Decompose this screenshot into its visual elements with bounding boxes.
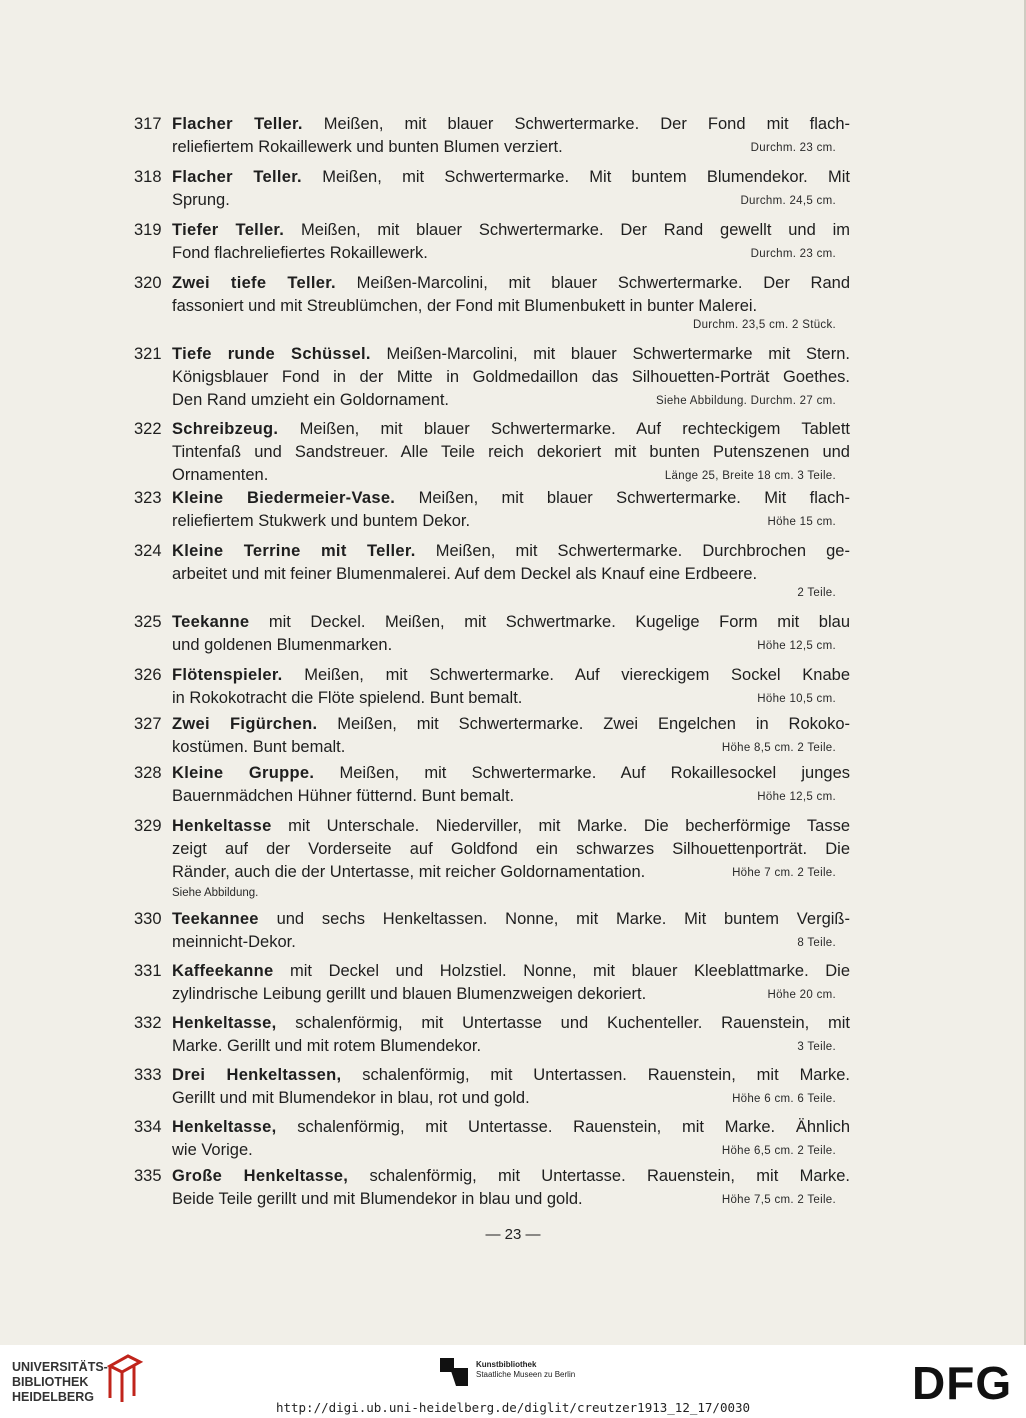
entry-line xyxy=(134,1012,850,1035)
dfg-logo[interactable]: DFG xyxy=(912,1357,1013,1409)
kb-title: Kunstbibliothek xyxy=(476,1360,537,1369)
entry-line xyxy=(134,611,850,634)
entry-line xyxy=(134,762,850,785)
kunstbibliothek-text[interactable] xyxy=(476,1360,575,1380)
entry-title: Kleine Gruppe. xyxy=(172,764,315,782)
entry-line xyxy=(134,242,850,265)
entry-measurement: 3 Teile. xyxy=(797,1041,836,1053)
catalog-entry xyxy=(134,1116,850,1162)
entry-text: Große Henkeltasse, schalenförmig, mit Untertasse. Rauenstein, mit Marke. xyxy=(172,1167,850,1185)
entry-line xyxy=(134,563,850,586)
entry-measurement: Höhe 8,5 cm. 2 Teile. xyxy=(721,742,836,754)
entry-line xyxy=(134,487,850,510)
source-url[interactable]: http://digi.ub.uni-heidelberg.de/diglit/creutzer1913_12_17/0030 xyxy=(275,1400,751,1415)
catalog-entry xyxy=(134,1064,850,1110)
entry-line xyxy=(134,983,850,1006)
entry-text: Kleine Biedermeier-Vase. Meißen, mit blauer Schwertermarke. Mit flach- xyxy=(172,489,850,507)
entry-title: Zwei tiefe Teller. xyxy=(172,274,336,292)
page-number: — 23 — xyxy=(485,1226,541,1243)
entry-line xyxy=(134,634,850,657)
entry-text: Henkeltasse, schalenförmig, mit Untertasse. Rauenstein, mit Marke. Ähnlich xyxy=(172,1118,850,1136)
entry-title: Flötenspieler. xyxy=(172,666,283,684)
entry-line xyxy=(134,1035,850,1058)
entry-line xyxy=(134,1087,850,1110)
entry-text: Tiefer Teller. Meißen, mit blauer Schwertermarke. Der Rand gewellt und im xyxy=(172,221,850,239)
entry-text: Fond flachreliefiertes Rokaillewerk. xyxy=(172,244,428,262)
entry-text: in Rokokotracht die Flöte spielend. Bunt bemalt. xyxy=(172,689,523,707)
entry-text: Kaffeekanne mit Deckel und Holzstiel. Nonne, mit blauer Kleeblattmarke. Die xyxy=(172,962,850,980)
entry-text: Tintenfaß und Sandstreuer. Alle Teile reich dekoriert mit bunten Putenszenen und xyxy=(172,443,850,461)
entry-title: Drei Henkeltassen, xyxy=(172,1066,342,1084)
entry-line xyxy=(134,785,850,808)
entry-measurement: Höhe 20 cm. xyxy=(767,989,836,1001)
entry-measurement: Höhe 15 cm. xyxy=(767,516,836,528)
catalog-entry xyxy=(134,540,850,606)
entry-text: Kleine Terrine mit Teller. Meißen, mit Schwertermarke. Durchbrochen ge- xyxy=(172,542,850,560)
entry-title: Kleine Terrine mit Teller. xyxy=(172,542,416,560)
entry-text: reliefiertem Rokaillewerk und bunten Blumen verziert. xyxy=(172,138,563,156)
entry-number: 332 xyxy=(134,1014,162,1032)
entry-number: 326 xyxy=(134,666,162,684)
entry-line xyxy=(134,1064,850,1087)
entry-line xyxy=(134,343,850,366)
entry-line xyxy=(134,861,850,884)
entry-text: zeigt auf der Vorderseite auf Goldfond ein schwarzes Silhouettenporträt. Die xyxy=(172,840,850,858)
entry-text: wie Vorige. xyxy=(172,1141,253,1159)
entry-number: 320 xyxy=(134,274,162,292)
entry-line xyxy=(134,113,850,136)
entry-number: 324 xyxy=(134,542,162,560)
entry-text: reliefiertem Stukwerk und buntem Dekor. xyxy=(172,512,471,530)
entry-number: 335 xyxy=(134,1167,162,1185)
entry-measurement: Durchm. 24,5 cm. xyxy=(740,195,836,207)
entry-text: Tiefe runde Schüssel. Meißen-Marcolini, mit blauer Schwertermarke mit Stern. xyxy=(172,345,850,363)
catalog-entry xyxy=(134,960,850,1006)
entry-measurement: Durchm. 23 cm. xyxy=(750,142,836,154)
entry-line xyxy=(134,272,850,295)
entry-text: Schreibzeug. Meißen, mit blauer Schwertermarke. Auf rechteckigem Tablett xyxy=(172,420,850,438)
entry-text: Henkeltasse mit Unterschale. Niederviller, mit Marke. Die becherförmige Tasse xyxy=(172,817,850,835)
entry-title: Schreibzeug. xyxy=(172,420,279,438)
catalog-entry xyxy=(134,908,850,954)
entry-line xyxy=(134,366,850,389)
entry-line xyxy=(134,136,850,159)
entry-text: arbeitet und mit feiner Blumenmalerei. Auf dem Deckel als Knauf eine Erdbeere. xyxy=(172,565,758,583)
entry-title: Tiefe runde Schüssel. xyxy=(172,345,371,363)
ub-line: UNIVERSITÄTS- xyxy=(12,1360,108,1374)
entry-text: Henkeltasse, schalenförmig, mit Untertasse und Kuchenteller. Rauenstein, mit xyxy=(172,1014,850,1032)
entry-measurement: Höhe 7,5 cm. 2 Teile. xyxy=(721,1194,836,1206)
entry-measurement: Länge 25, Breite 18 cm. 3 Teile. xyxy=(664,470,836,482)
entry-title: Flacher Teller. xyxy=(172,168,302,186)
entry-number: 330 xyxy=(134,910,162,928)
entry-text: und goldenen Blumenmarken. xyxy=(172,636,393,654)
entry-text: Zwei tiefe Teller. Meißen-Marcolini, mit blauer Schwertermarke. Der Rand xyxy=(172,274,851,292)
entry-title: Tiefer Teller. xyxy=(172,221,285,239)
entry-note: Siehe Abbildung. xyxy=(172,887,259,899)
entry-text: meinnicht-Dekor. xyxy=(172,933,296,951)
entry-title: Teekanne xyxy=(172,613,250,631)
entry-measurement: 8 Teile. xyxy=(797,937,836,949)
entry-measurement: Höhe 10,5 cm. xyxy=(757,693,836,705)
entry-text: Kleine Gruppe. Meißen, mit Schwertermarke. Auf Rokaillesockel junges xyxy=(172,764,850,782)
entry-number: 325 xyxy=(134,613,162,631)
entry-line xyxy=(134,418,850,441)
entry-line xyxy=(134,815,850,838)
entry-number: 317 xyxy=(134,115,162,133)
entry-text: Königsblauer Fond in der Mitte in Goldmedaillon das Silhouetten-Porträt Goethes. xyxy=(172,368,850,386)
entry-measurement: Höhe 6,5 cm. 2 Teile. xyxy=(721,1145,836,1157)
entry-number: 323 xyxy=(134,489,162,507)
entry-title: Kaffeekanne xyxy=(172,962,274,980)
entry-line xyxy=(134,1116,850,1139)
catalog-entry xyxy=(134,219,850,265)
entry-number: 334 xyxy=(134,1118,162,1136)
catalog-entry xyxy=(134,418,850,487)
entry-measurement: Höhe 7 cm. 2 Teile. xyxy=(732,867,836,879)
catalog-entry xyxy=(134,487,850,533)
entry-title: Flacher Teller. xyxy=(172,115,303,133)
entry-measurement: 2 Teile. xyxy=(797,587,836,599)
entry-number: 331 xyxy=(134,962,162,980)
entry-text: kostümen. Bunt bemalt. xyxy=(172,738,346,756)
entry-text: zylindrische Leibung gerillt und blauen Blumenzweigen dekoriert. xyxy=(172,985,647,1003)
kunstbibliothek-logo-icon[interactable] xyxy=(440,1358,470,1388)
entry-line xyxy=(134,960,850,983)
entry-line xyxy=(134,687,850,710)
kb-subtitle: Staatliche Museen zu Berlin xyxy=(476,1370,576,1379)
entry-line xyxy=(134,931,850,954)
entry-text: Teekanne mit Deckel. Meißen, mit Schwertmarke. Kugelige Form mit blau xyxy=(172,613,850,631)
entry-number: 329 xyxy=(134,817,162,835)
entry-text: Ornamenten. xyxy=(172,466,269,484)
entry-text: Sprung. xyxy=(172,191,230,209)
catalog-entry xyxy=(134,343,850,412)
entry-measurement: Höhe 12,5 cm. xyxy=(757,640,836,652)
catalog-entry xyxy=(134,815,850,902)
entry-number: 328 xyxy=(134,764,162,782)
ub-heidelberg-logo-icon[interactable] xyxy=(104,1352,144,1404)
entry-line xyxy=(134,664,850,687)
entry-line xyxy=(134,189,850,212)
entry-measurement: Siehe Abbildung. Durchm. 27 cm. xyxy=(656,395,836,407)
catalog-entry xyxy=(134,762,850,808)
entry-number: 333 xyxy=(134,1066,162,1084)
entry-text: Marke. Gerillt und mit rotem Blumendekor. xyxy=(172,1037,482,1055)
entry-line xyxy=(134,540,850,563)
ub-heidelberg-text[interactable] xyxy=(12,1360,108,1405)
catalog-entry xyxy=(134,713,850,759)
catalog-entry xyxy=(134,166,850,212)
entry-text: fassoniert und mit Streublümchen, der Fond mit Blumenbukett in bunter Malerei. xyxy=(172,297,758,315)
entry-title: Henkeltasse, xyxy=(172,1118,277,1136)
entry-text: Gerillt und mit Blumendekor in blau, rot und gold. xyxy=(172,1089,530,1107)
entry-title: Zwei Figürchen. xyxy=(172,715,318,733)
entry-measurement: Durchm. 23,5 cm. 2 Stück. xyxy=(693,319,836,331)
entry-text: Den Rand umzieht ein Goldornament. xyxy=(172,391,449,409)
entry-number: 318 xyxy=(134,168,162,186)
catalog-entry xyxy=(134,664,850,710)
entry-line xyxy=(134,1188,850,1211)
entry-line xyxy=(134,441,850,464)
entry-measurement: Durchm. 23 cm. xyxy=(750,248,836,260)
entry-line xyxy=(134,736,850,759)
entry-line xyxy=(134,838,850,861)
catalog-entry xyxy=(134,272,850,338)
entry-line xyxy=(134,389,850,412)
entry-line xyxy=(134,713,850,736)
entry-text: Bauernmädchen Hühner fütternd. Bunt bemalt. xyxy=(172,787,515,805)
catalog-entry xyxy=(134,611,850,657)
entry-number: 319 xyxy=(134,221,162,239)
entry-line xyxy=(134,219,850,242)
catalog-entry xyxy=(134,1165,850,1211)
entry-text: Flacher Teller. Meißen, mit blauer Schwertermarke. Der Fond mit flach- xyxy=(172,115,850,133)
entry-measurement: Höhe 6 cm. 6 Teile. xyxy=(732,1093,836,1105)
entry-line xyxy=(134,295,850,318)
entry-line xyxy=(134,510,850,533)
catalog-entry xyxy=(134,113,850,159)
entry-line xyxy=(134,166,850,189)
entry-line xyxy=(134,908,850,931)
entry-text: Ränder, auch die der Untertasse, mit reicher Goldornamentation. xyxy=(172,863,646,881)
entry-title: Große Henkeltasse, xyxy=(172,1167,349,1185)
catalog-entry xyxy=(134,1012,850,1058)
entry-text: Zwei Figürchen. Meißen, mit Schwertermarke. Zwei Engelchen in Rokoko- xyxy=(172,715,850,733)
ub-line: HEIDELBERG xyxy=(12,1390,94,1404)
entry-line xyxy=(134,1165,850,1188)
entry-text: Beide Teile gerillt und mit Blumendekor in blau und gold. xyxy=(172,1190,583,1208)
ub-line: BIBLIOTHEK xyxy=(12,1375,89,1389)
entry-title: Henkeltasse, xyxy=(172,1014,277,1032)
entry-line xyxy=(134,1139,850,1162)
entry-number: 321 xyxy=(134,345,162,363)
entry-title: Henkeltasse xyxy=(172,817,272,835)
entry-text: Flacher Teller. Meißen, mit Schwertermarke. Mit buntem Blumendekor. Mit xyxy=(172,168,851,186)
entry-title: Kleine Biedermeier-Vase. xyxy=(172,489,396,507)
entry-number: 327 xyxy=(134,715,162,733)
entry-text: Teekannee und sechs Henkeltassen. Nonne, mit Marke. Mit buntem Vergiß- xyxy=(172,910,850,928)
entry-measurement: Höhe 12,5 cm. xyxy=(757,791,836,803)
entry-number: 322 xyxy=(134,420,162,438)
entry-text: Flötenspieler. Meißen, mit Schwertermarke. Auf viereckigem Sockel Knabe xyxy=(172,666,850,684)
entry-title: Teekannee xyxy=(172,910,259,928)
entry-text: Drei Henkeltassen, schalenförmig, mit Untertassen. Rauenstein, mit Marke. xyxy=(172,1066,850,1084)
entry-line xyxy=(134,464,850,487)
